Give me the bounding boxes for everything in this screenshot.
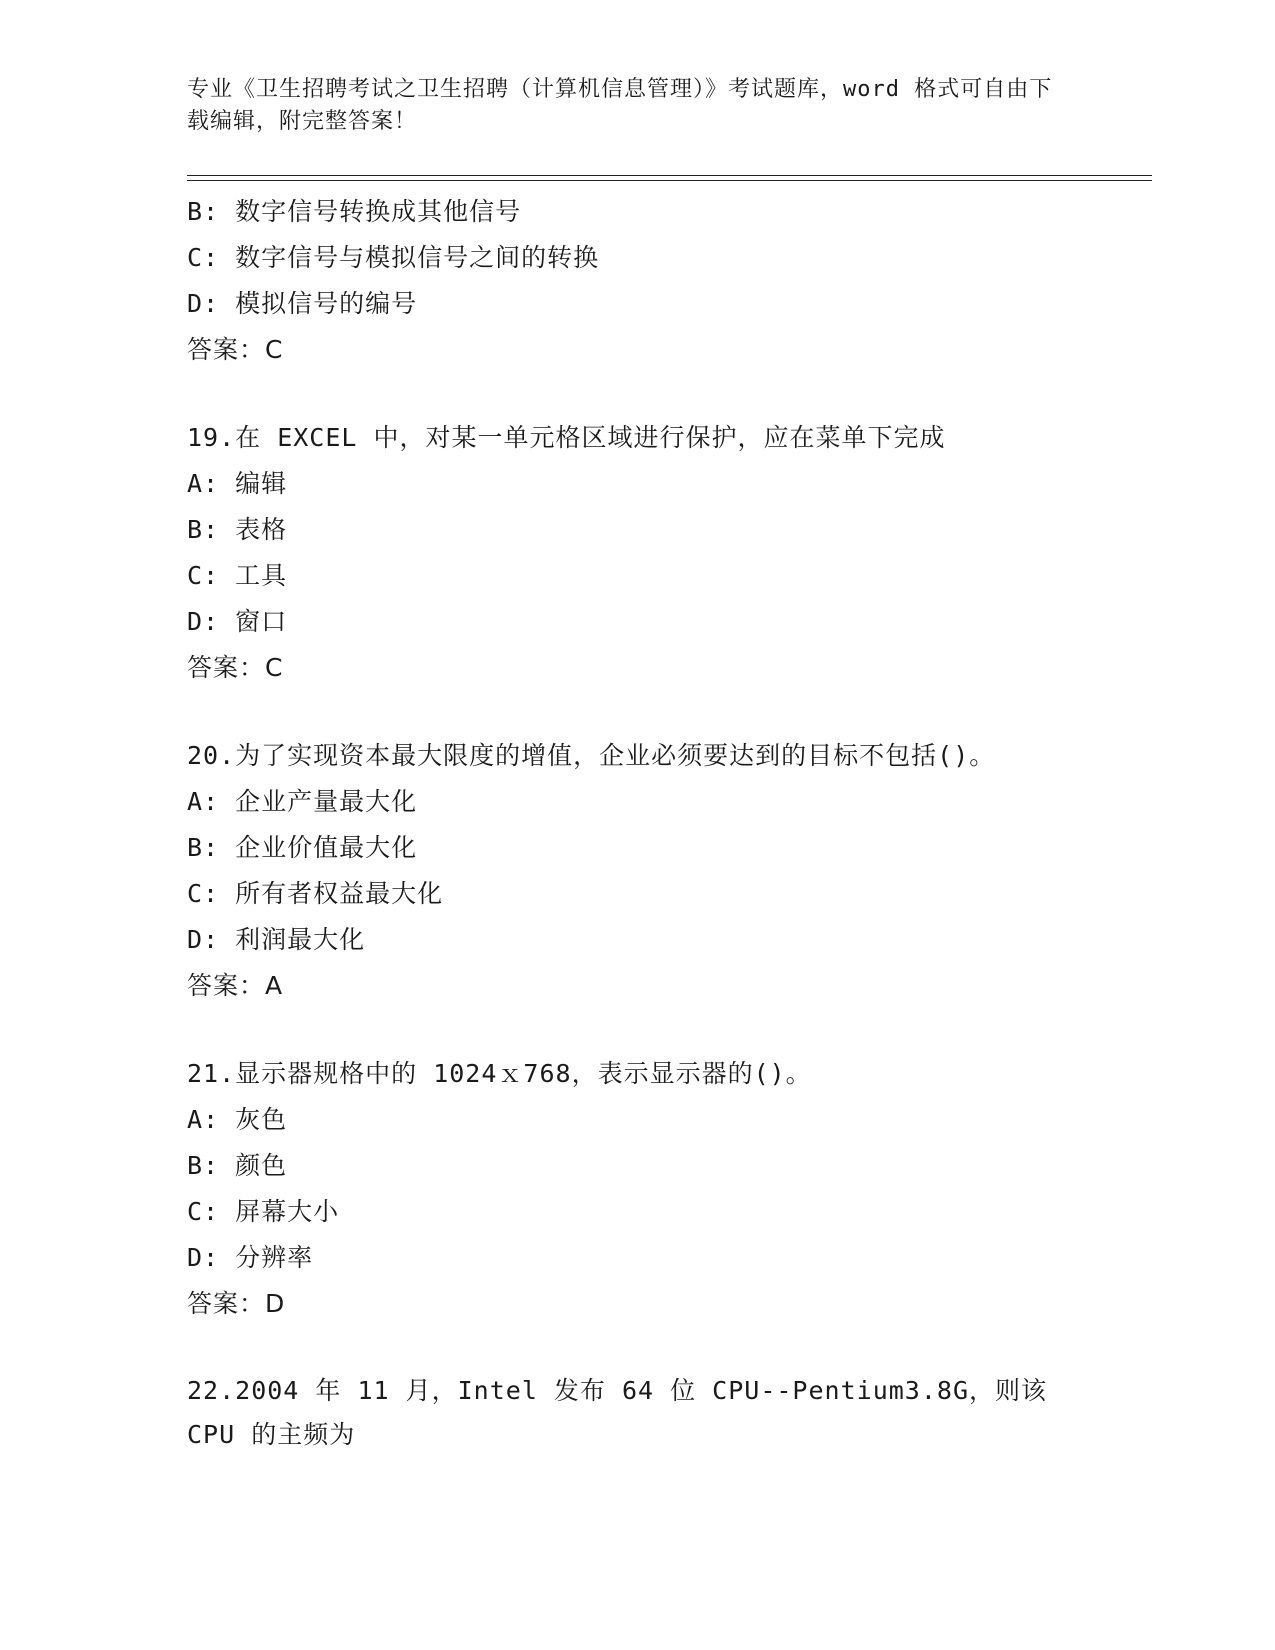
option-c: C: 所有者权益最大化 — [187, 879, 444, 908]
answer-line: 答案：C — [187, 653, 284, 682]
answer-line: 答案：A — [187, 971, 284, 1000]
option-b: B: 表格 — [187, 515, 288, 544]
option-d: D: 窗口 — [187, 607, 288, 636]
question-list — [187, 189, 1087, 1457]
option-c: C: 工具 — [187, 561, 288, 590]
question-block-21 — [187, 1051, 1087, 1327]
option-b: B: 颜色 — [187, 1151, 288, 1180]
question-block-20 — [187, 733, 1087, 1009]
option-d: D: 分辨率 — [187, 1243, 314, 1272]
answer-line: 答案：D — [187, 1289, 286, 1318]
option-b: B: 数字信号转换成其他信号 — [187, 197, 522, 226]
header-divider-top — [187, 175, 1152, 176]
option-c: C: 数字信号与模拟信号之间的转换 — [187, 243, 600, 272]
question-title: 20.为了实现资本最大限度的增值，企业必须要达到的目标不包括()。 — [187, 741, 996, 770]
option-c: C: 屏幕大小 — [187, 1197, 340, 1226]
option-b: B: 企业价值最大化 — [187, 833, 418, 862]
question-title: 22.2004 年 11 月，Intel 发布 64 位 CPU--Pentium3.8G，则该 CPU 的主频为 — [187, 1376, 1048, 1449]
question-block-partial — [187, 189, 1087, 373]
option-d: D: 模拟信号的编号 — [187, 289, 418, 318]
question-title: 21.显示器规格中的 1024ｘ768，表示显示器的()。 — [187, 1059, 812, 1088]
option-d: D: 利润最大化 — [187, 925, 366, 954]
option-a: A: 编辑 — [187, 469, 288, 498]
header-divider-bottom — [187, 180, 1152, 181]
option-a: A: 企业产量最大化 — [187, 787, 418, 816]
option-a: A: 灰色 — [187, 1105, 288, 1134]
question-block-19 — [187, 415, 1087, 691]
answer-line: 答案：C — [187, 335, 284, 364]
document-header: 专业《卫生招聘考试之卫生招聘（计算机信息管理）》考试题库，word 格式可自由下载编辑，附完整答案！ — [187, 77, 1053, 134]
question-block-22 — [187, 1369, 1087, 1457]
question-title: 19.在 EXCEL 中，对某一单元格区域进行保护，应在菜单下完成 — [187, 423, 946, 452]
